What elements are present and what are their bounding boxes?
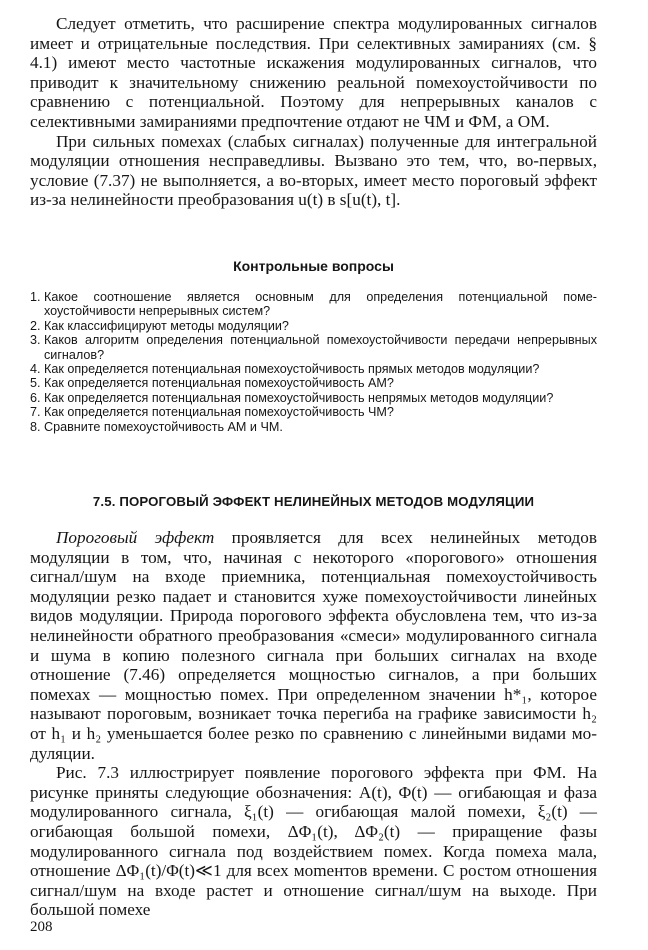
question-number: 4. — [30, 362, 41, 377]
question-text: Сравните помехоустойчивость АМ и ЧМ. — [44, 419, 283, 434]
section-title: 7.5. ПОРОГОВЫЙ ЭФФЕКТ НЕЛИНЕЙНЫХ МЕТОДОВ МОДУЛЯЦИИ — [92, 494, 535, 509]
question-item — [30, 405, 597, 419]
question-item — [30, 362, 597, 376]
question-number: 2. — [30, 318, 41, 333]
paragraph-threshold-rest: проявляется для всех нелинейных методов модуляции в том, что, начиная с некоторого «порогового» отношения сигнал/шум на входе приемника, потенциальная помехоустойчивость модуляции резко падает и становится хуже помехоустойчивости линейных видов модуляции. Природа порогового эффекта обусловлена тем, что из-за нелинейности обратного преобразования «смеси» модулированного сигнала и шума в копию полезного сигнала при больших сигналах на входе отношение (7.46) определяется мощностью сигналов, а при больших помехах — мощностью помех. При определенном значении h*₁, которое называют пороговым, возникает точка перегиба на графике зависимости h₂ от h₁ и h₂ уменьшается более резко по сравнению с линейными видами модуляции. — [30, 528, 597, 763]
question-number: 3. — [30, 333, 41, 348]
paragraph-selective-fading: Следует отметить, что расширение спектра модулированных сигналов имеет и отрицательные последствия. При селективных замираниях (см. § 4.1) имеют место частотные искажения модулированных сигналов, что приводит к значительному снижению реальной помехоустойчивости по сравнению с потенциальной. Поэтому для непрерывных каналов с селективными замираниями предпочтение отдают не ЧМ и ФМ, а ОМ. — [30, 14, 597, 131]
paragraph-figure-7-3: Рис. 7.3 иллюстрирует появление порогового эффекта при ФМ. На рисунке приняты следующие обозначения: A(t), Φ(t) — огибающая и фаза модулированного сигнала, ξ₁(t) — огибающая малой помехи, ξ₂(t) — огибающая большой помехи, ΔΦ₁(t), ΔΦ₂(t) — приращение фазы модулированного сигнала под воздействием помех. Когда помеха мала, отношение ΔΦ₁(t)/Φ(t)≪1 для всех моmентов времени. С ростом отношения сигнал/шум на входе растет и отношение сигнал/шум на выходе. При большой помехе — [30, 763, 597, 920]
question-item — [30, 376, 597, 390]
intro-text — [30, 14, 597, 210]
question-text: Как определяется потенциальная помехоустойчивость непрямых методов модуляции? — [44, 390, 554, 405]
question-text: Как определяется потенциальная помехоустойчивость ЧМ? — [44, 405, 394, 420]
question-item — [30, 333, 597, 362]
question-item — [30, 391, 597, 405]
lead-term: Пороговый эффект — [56, 528, 215, 547]
question-number: 1. — [30, 290, 41, 304]
question-text: Как определяется потенциальная помехоустойчивость АМ? — [44, 376, 394, 391]
question-number: 7. — [30, 405, 41, 420]
question-item — [30, 319, 597, 333]
question-text: Какое соотношение является основным для определения потенциальной помехоустойчивости непрерывных систем? — [44, 290, 597, 319]
section-body — [30, 528, 597, 920]
question-item — [30, 290, 597, 319]
paragraph-strong-noise: При сильных помехах (слабых сигналах) полученные для интегральной модуляции отношения несправедливы. Вызвано это тем, что, во-первых, условие (7.37) не выполняется, а во-вторых, имеет место пороговый эффект из-за нелинейности преобразования u(t) в s[u(t), t]. — [30, 131, 597, 210]
paragraph-threshold-effect — [30, 528, 597, 763]
questions-list — [30, 290, 597, 434]
questions-heading: Контрольные вопросы — [233, 258, 394, 274]
question-item — [30, 420, 597, 434]
page-number: 208 — [30, 919, 53, 935]
question-number: 8. — [30, 419, 41, 434]
question-number: 6. — [30, 390, 41, 405]
question-text: Каков алгоритм определения потенциальной помехоустойчивости передачи непрерывных сигналов? — [44, 333, 597, 362]
question-number: 5. — [30, 376, 41, 391]
question-text: Как определяется потенциальная помехоустойчивость прямых методов модуляции? — [44, 362, 540, 377]
question-text: Как классифицируют методы модуляции? — [44, 318, 289, 333]
